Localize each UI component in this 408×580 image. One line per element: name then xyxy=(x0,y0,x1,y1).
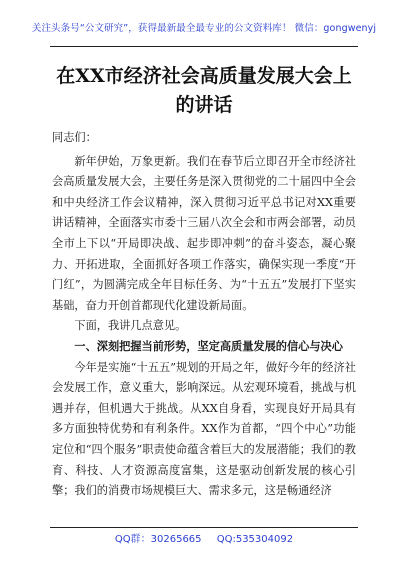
footer-divider xyxy=(50,527,358,528)
footer xyxy=(0,530,408,545)
paragraph-intro: 新年伊始，万象更新。我们在春节后立即召开全市经济社会高质量发展大会，主要任务是深入贯彻党的二十届四中全会和中央经济工作会议精神，深入贯彻习近平总书记对XX重要讲话精神，全面落实市委十三届八次全会和市两会部署，动员全市上下以“开局即决战、起步即冲刺”的奋斗姿态，凝心聚力、开拓进取，全面抓好各项工作落实，确保实现一季度“开门红”，为圆满完成全年目标任务、为“十五五”发展打下坚实基础，奋力开创首都现代化建设新局面。 xyxy=(52,154,356,312)
paragraph-transition: 下面，我讲几点意见。 xyxy=(74,319,187,333)
section-heading-1: 一、深刻把握当前形势，坚定高质量发展的信心与决心 xyxy=(74,339,343,353)
paragraph-section-1: 今年是实施“十五五”规划的开局之年，做好今年的经济社会发展工作，意义重大，影响深远。从宏观环境看，挑战与机遇并存，但机遇大于挑战。从XX自身看，实现良好开局具有多方面独特优势和有利条件。XX作为首都，“四个中心”功能定位和“四个服务”职责使命蕴含着巨大的发展潜能；我们的教育、科技、人才资源高度富集，这是驱动创新发展的核心引擎；我们的消费市场规模巨大、需求多元，这是畅通经济 xyxy=(52,360,356,498)
salutation: 同志们： xyxy=(52,131,97,144)
document-body xyxy=(52,128,356,502)
footer-qq-group: QQ群：30265665 xyxy=(114,534,202,545)
footer-qq: QQ:535304092 xyxy=(216,534,294,545)
promo-header: 关注头条号“公文研究”，获得最新最全最专业的公文资料库！ 微信：gongwenyj xyxy=(31,23,377,34)
header-divider xyxy=(50,46,358,47)
document-title: 在XX市经济社会高质量发展大会上的讲话 xyxy=(56,65,352,116)
